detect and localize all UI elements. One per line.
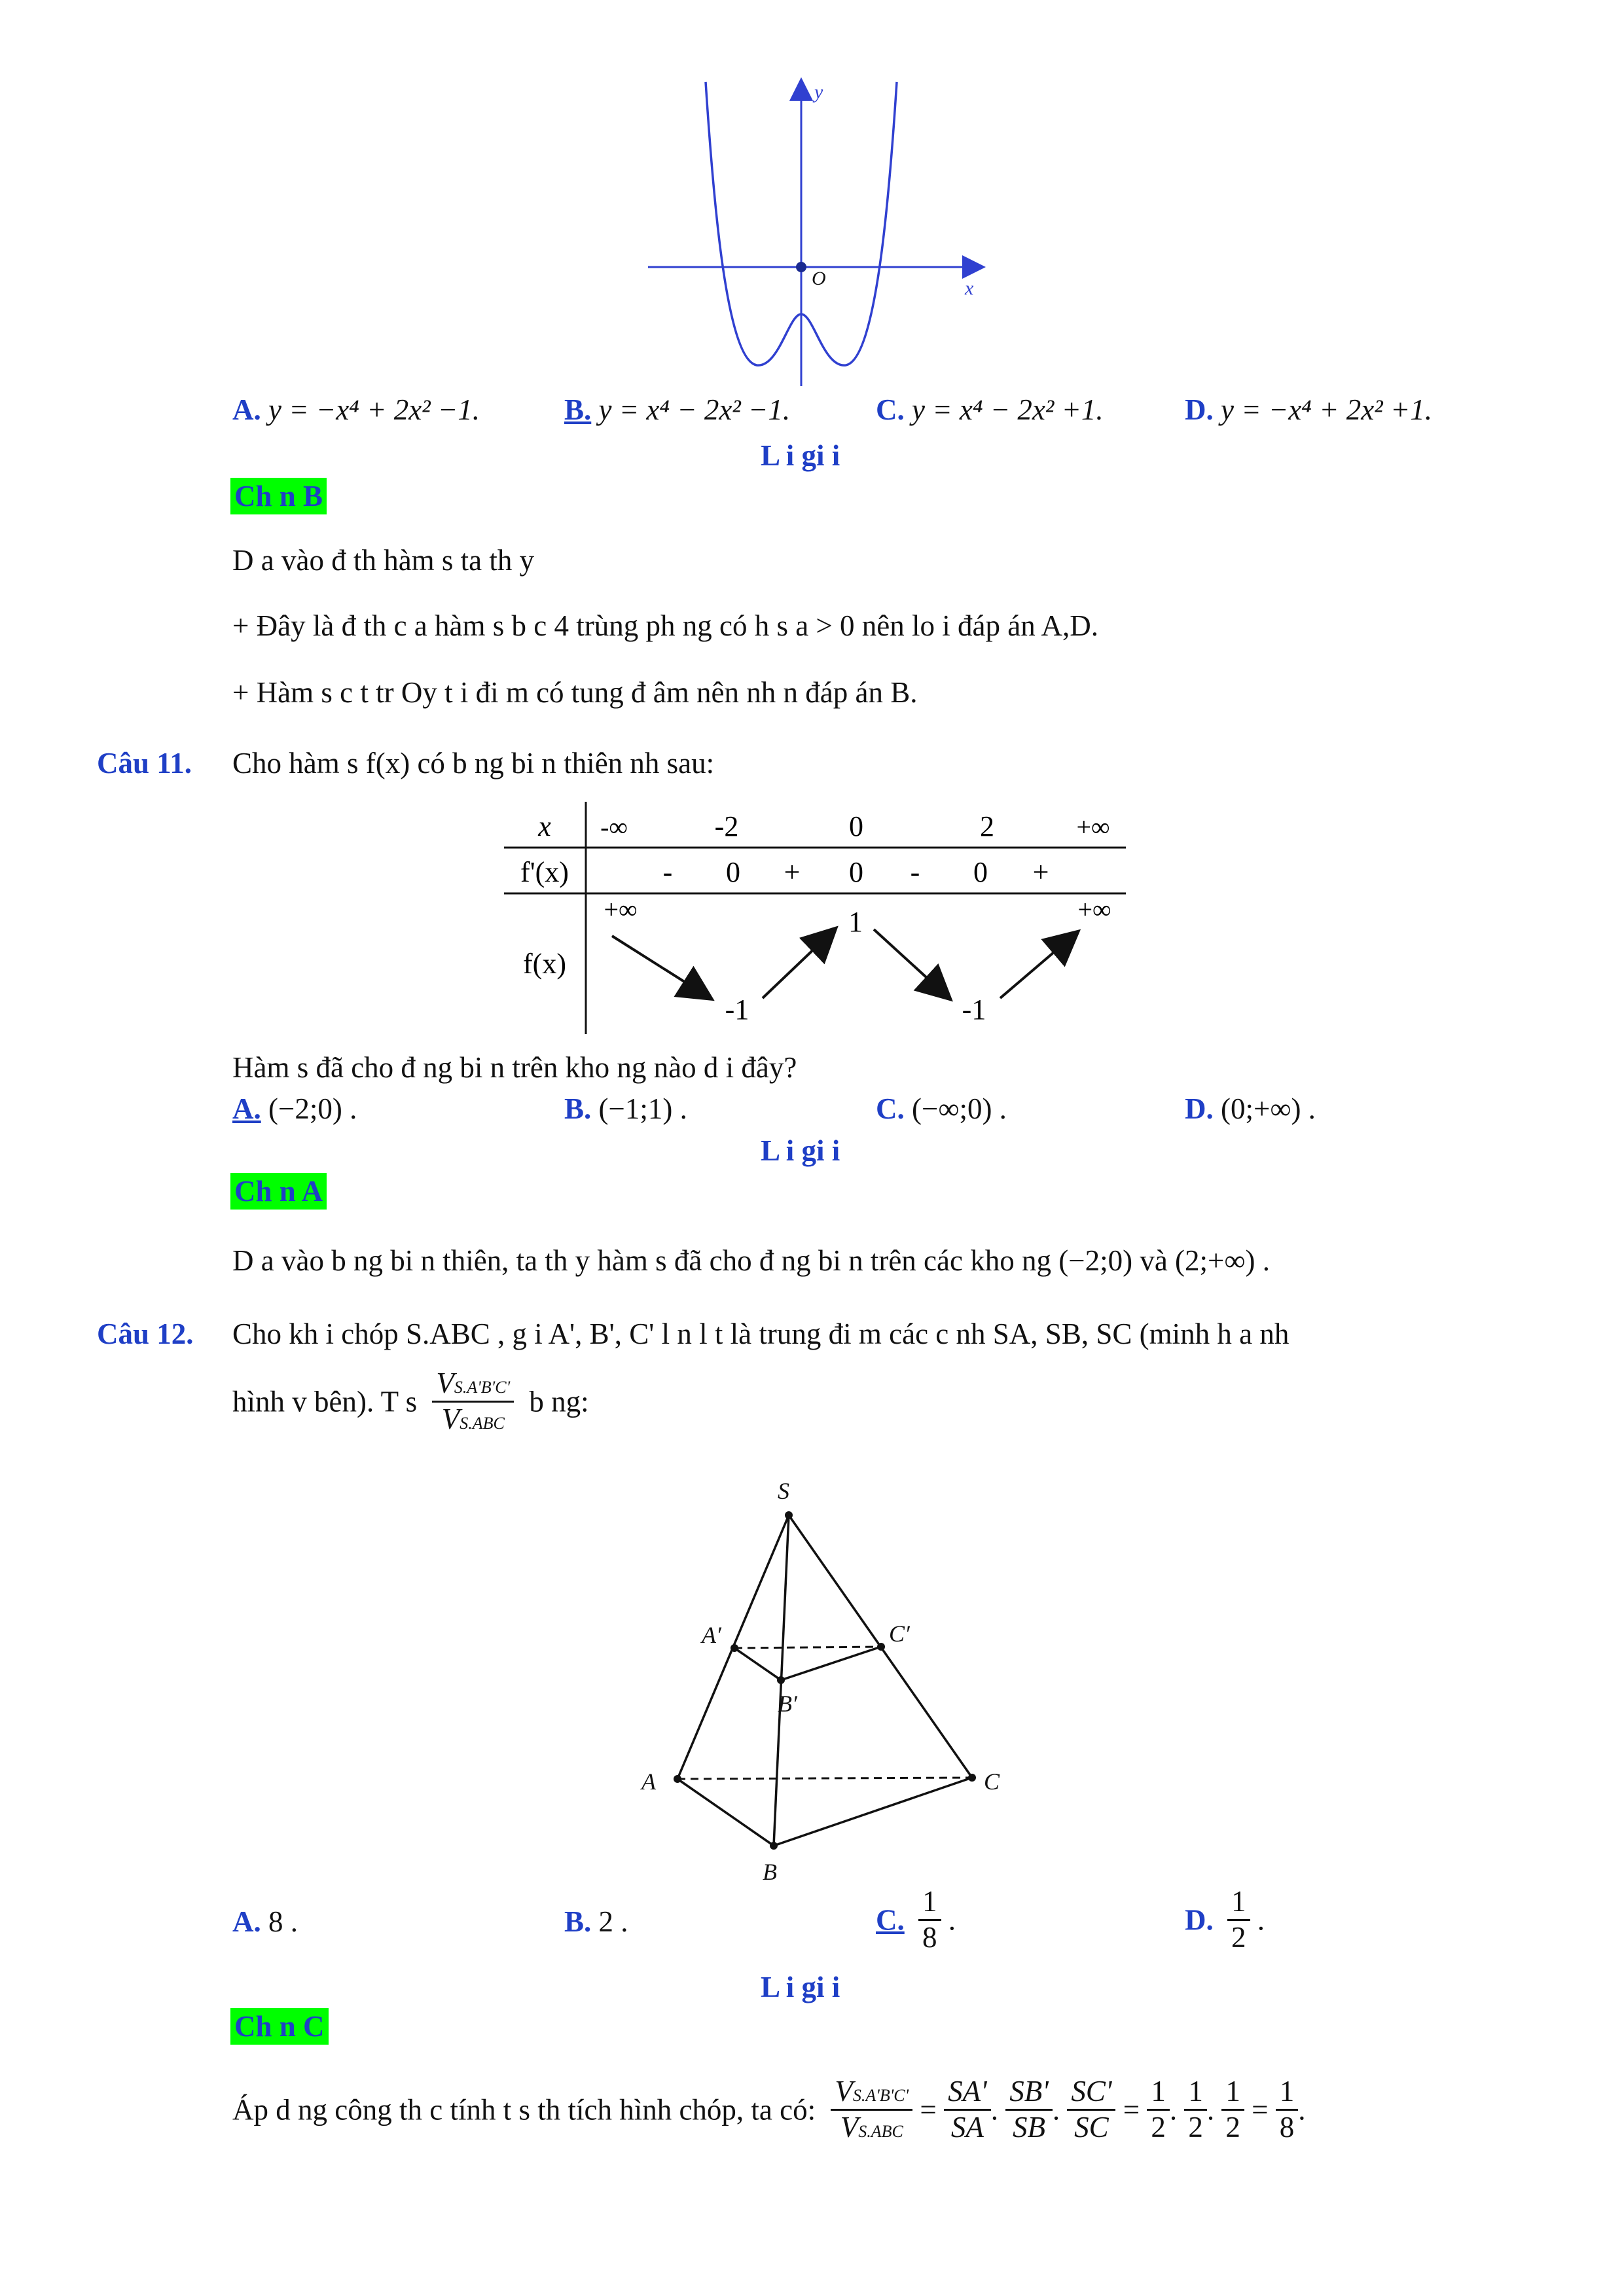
sign: - (910, 856, 920, 888)
f-value: -1 (962, 994, 986, 1026)
fraction-denominator: SC (1074, 2110, 1109, 2144)
f-value: -1 (725, 994, 749, 1026)
q10-option-c[interactable] (876, 393, 1104, 427)
option-label: D. (1185, 393, 1214, 426)
arrow-down (874, 929, 949, 998)
ratio-numerator: V (835, 2075, 853, 2108)
option-tail: . (1257, 1903, 1265, 1937)
half-fraction (1147, 2075, 1170, 2145)
f-value: 1 (848, 906, 863, 938)
option-label: C. (876, 1903, 905, 1937)
option-text: 8 . (268, 1905, 298, 1938)
y-axis-label: y (814, 81, 823, 103)
fraction-denominator: 8 (1279, 2110, 1295, 2144)
ratio-numerator: V (436, 1367, 454, 1399)
ratio-numerator-sub: S.A'B'C' (852, 2086, 909, 2105)
option-text: (−∞;0) . (912, 1092, 1007, 1125)
fraction-numerator: 1 (918, 1885, 941, 1921)
x-value: 2 (980, 810, 994, 842)
arrow-up (763, 929, 835, 998)
option-fraction (1227, 1885, 1250, 1955)
option-text: 2 . (598, 1905, 628, 1938)
q12-option-c[interactable] (876, 1885, 956, 1955)
fraction-numerator: 1 (1147, 2075, 1170, 2111)
vertex-c-label: C (984, 1768, 1000, 1795)
option-label: C. (876, 393, 905, 426)
vertex-a-label: A (641, 1768, 656, 1795)
formula-volume-ratio (831, 2075, 912, 2145)
q10-option-d[interactable] (1185, 393, 1432, 427)
f-value: +∞ (604, 895, 638, 924)
variation-table (504, 802, 1132, 1037)
stem-2-text-a: hình v bên). T s (232, 1385, 418, 1418)
option-label: B. (564, 1905, 592, 1938)
q12-option-a[interactable] (232, 1905, 298, 1939)
fraction-denominator: SB (1013, 2110, 1045, 2144)
vertex-b1-label: B′ (778, 1691, 797, 1717)
q10-line-3: + Hàm s c t tr Oy t i đi m có tung đ âm nên nh n đáp án B. (232, 676, 918, 709)
q12-stem-2 (232, 1367, 589, 1437)
q11-option-c[interactable] (876, 1092, 1007, 1126)
zero: 0 (726, 856, 740, 888)
ratio-denominator-sub: S.ABC (858, 2121, 903, 2141)
q12-option-b[interactable] (564, 1905, 628, 1939)
option-label: C. (876, 1092, 905, 1125)
q10-option-a[interactable] (232, 393, 480, 427)
fraction-numerator: 1 (1184, 2075, 1207, 2111)
option-text: y = x⁴ − 2x² +1. (912, 393, 1104, 426)
fraction-denominator: 2 (1188, 2110, 1203, 2144)
result-fraction (1276, 2075, 1299, 2145)
arrow-up (1000, 933, 1077, 998)
option-label: B. (564, 1092, 592, 1125)
volume-ratio (432, 1367, 514, 1437)
q11-answer: Ch n A (230, 1173, 327, 1210)
fraction-denominator: 8 (922, 1920, 937, 1954)
arrow-down (612, 936, 710, 998)
vertex-c1-label: C′ (889, 1621, 910, 1647)
fraction-numerator: 1 (1221, 2075, 1244, 2111)
option-text: (0;+∞) . (1221, 1092, 1316, 1125)
option-text: (−2;0) . (268, 1092, 357, 1125)
option-label: A. (232, 1905, 261, 1938)
q12-formula: Áp d ng công th c tính t s th tích hình chóp, ta có: $\frac{VS.A'B'C'}{\text{VS.ABC}}$ = $\frac{SA'}{SA}$ . $\frac{SB'}{SB}$ . $\frac{SC'}{SC}$ = $\frac{1}{2}$ . $\frac{1}{2}$ . $\frac{1}{2}$ = $\frac{1}{8}$ . (232, 2075, 1306, 2144)
sign: + (784, 856, 801, 888)
q12-stem-1: Cho kh i chóp S.ABC , g i A', B', C' l n l t là trung đi m các c nh SA, SB, SC (minh h a nh (232, 1318, 1290, 1350)
ratio-denominator: V (441, 1402, 460, 1435)
fraction-denominator: 2 (1151, 2110, 1166, 2144)
q11-number: Câu 11. (97, 747, 192, 780)
fraction-numerator: SC' (1067, 2075, 1115, 2111)
f-value: +∞ (1077, 895, 1111, 924)
ratio-numerator-sub: S.A'B'C' (454, 1378, 511, 1397)
fraction-numerator: SA' (944, 2075, 991, 2111)
option-tail: . (948, 1903, 956, 1937)
option-text: y = x⁴ − 2x² −1. (598, 393, 791, 426)
formula-fraction (944, 2075, 991, 2145)
fraction-denominator: SA (950, 2110, 984, 2144)
table-x-label: x (538, 810, 551, 842)
q11-line: D a vào b ng bi n thiên, ta th y hàm s đã cho đ ng bi n trên các kho ng (−2;0) và (2;+∞) . (232, 1244, 1270, 1277)
x-axis-label: x (965, 278, 974, 299)
stem-2-text-b: b ng: (529, 1385, 589, 1418)
sign: + (1032, 856, 1049, 888)
sign: - (662, 856, 673, 888)
q12-number: Câu 12. (97, 1318, 194, 1350)
origin-point (796, 262, 806, 272)
option-text: y = −x⁴ + 2x² +1. (1221, 393, 1433, 426)
q11-option-b[interactable] (564, 1092, 687, 1126)
q10-line-2: + Đây là đ th c a hàm s b c 4 trùng ph ng có h s a > 0 nên lo i đáp án A,D. (232, 609, 1098, 642)
ratio-denominator-sub: S.ABC (460, 1413, 505, 1433)
half-fraction (1184, 2075, 1207, 2145)
q10-option-b[interactable] (564, 393, 790, 427)
zero: 0 (973, 856, 988, 888)
option-text: y = −x⁴ + 2x² −1. (268, 393, 480, 426)
vertex-b-label: B (763, 1859, 777, 1885)
pyramid-figure (628, 1466, 1008, 1885)
q12-option-d[interactable] (1185, 1885, 1265, 1955)
option-label: D. (1185, 1092, 1214, 1125)
vertex-a1-label: A′ (702, 1622, 721, 1648)
vertex-s-label: S (778, 1478, 789, 1504)
q11-option-d[interactable] (1185, 1092, 1316, 1126)
option-fraction (918, 1885, 941, 1955)
ratio-denominator: V (840, 2110, 859, 2144)
x-value: -∞ (600, 812, 628, 842)
formula-fraction (1005, 2075, 1053, 2145)
option-label: D. (1185, 1903, 1214, 1937)
fraction-denominator: 2 (1231, 1920, 1246, 1954)
half-fraction (1221, 2075, 1244, 2145)
q10-graph (628, 72, 995, 399)
formula-prefix: Áp d ng công th c tính t s th tích hình chóp, ta có: (232, 2093, 816, 2126)
q10-answer: Ch n B (230, 478, 327, 514)
q10-solution-title: L i gi i (761, 439, 840, 472)
x-value: -2 (714, 810, 739, 842)
x-value: 0 (849, 810, 863, 842)
option-text: (−1;1) . (598, 1092, 687, 1125)
table-f-label: f(x) (523, 948, 566, 980)
option-label: A. (232, 393, 261, 426)
zero: 0 (849, 856, 863, 888)
q12-solution-title: L i gi i (761, 1971, 840, 2003)
q10-line-1: D a vào đ th hàm s ta th y (232, 544, 535, 577)
option-label: B. (564, 393, 592, 426)
q11-question: Hàm s đã cho đ ng bi n trên kho ng nào d i đây? (232, 1051, 797, 1084)
fraction-numerator: SB' (1005, 2075, 1053, 2111)
table-fprime-label: f'(x) (520, 856, 569, 888)
q11-stem: Cho hàm s f(x) có b ng bi n thiên nh sau: (232, 747, 715, 780)
q11-solution-title: L i gi i (761, 1134, 840, 1167)
formula-fraction (1067, 2075, 1115, 2145)
fraction-denominator: 2 (1225, 2110, 1240, 2144)
option-label: A. (232, 1092, 261, 1125)
x-value: +∞ (1076, 812, 1110, 842)
q11-option-a[interactable] (232, 1092, 357, 1126)
fraction-numerator: 1 (1276, 2075, 1299, 2111)
q12-answer: Ch n C (230, 2008, 329, 2045)
origin-label: O (812, 268, 826, 289)
fraction-numerator: 1 (1227, 1885, 1250, 1921)
